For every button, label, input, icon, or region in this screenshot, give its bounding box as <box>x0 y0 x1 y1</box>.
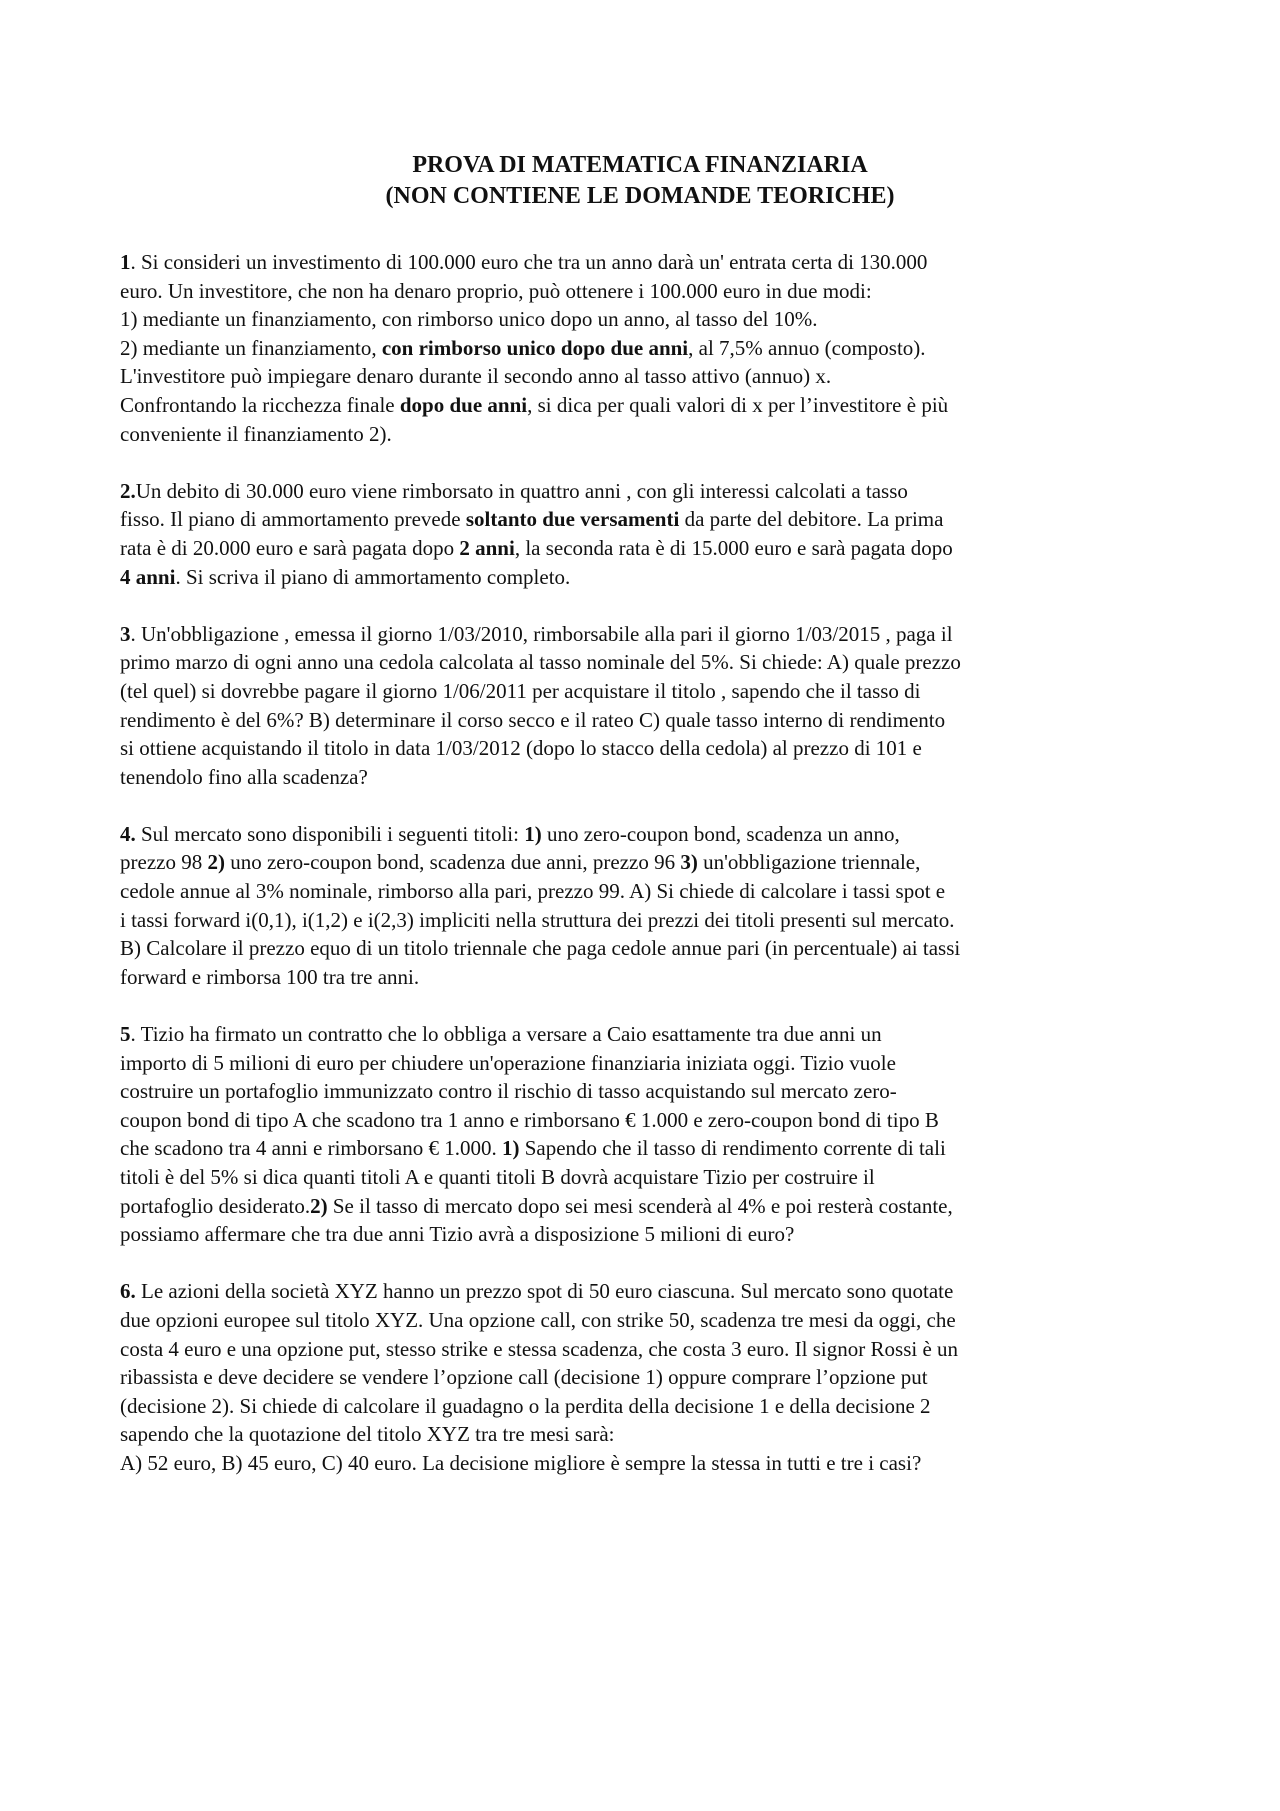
question-2-line: fisso. Il piano di ammortamento prevede soltanto due versamenti da parte del debitore. La prima <box>120 507 944 532</box>
emphasis: 1) <box>524 821 542 846</box>
emphasis: con rimborso unico dopo due anni <box>381 335 689 360</box>
question-3 <box>120 620 1178 792</box>
question-1-line: 1. Si consideri un investimento di 100.000 euro che tra un anno darà un' entrata certa di 130.000 <box>120 250 928 274</box>
question-number: 6. <box>120 1279 136 1304</box>
emphasis: dopo due anni <box>399 392 528 417</box>
question-6-line: ribassista e deve decidere se vendere l’opzione call (decisione 1) oppure comprare l’opzione put <box>120 1365 928 1390</box>
question-3-line: 3. Un'obbligazione , emessa il giorno 1/03/2010, rimborsabile alla pari il giorno 1/03/2015 , paga il <box>120 621 953 646</box>
question-4-line: prezzo 98 2) uno zero-coupon bond, scadenza due anni, prezzo 96 3) un'obbligazione triennale, <box>120 850 921 875</box>
question-1-line: 2) mediante un finanziamento, con rimborso unico dopo due anni, al 7,5% annuo (composto). <box>120 335 926 360</box>
emphasis: 1) <box>501 1136 520 1161</box>
question-6-line: sapendo che la quotazione del titolo XYZ tra tre mesi sarà: <box>120 1422 615 1447</box>
question-2-line: 2.Un debito di 30.000 euro viene rimborsato in quattro anni , con gli interessi calcolati a tasso <box>120 478 908 503</box>
question-4-line: forward e rimborsa 100 tra tre anni. <box>120 964 420 989</box>
question-1-line: Confrontando la ricchezza finale dopo due anni, si dica per quali valori di x per l’investitore è più <box>120 392 949 417</box>
page-title <box>0 150 1280 212</box>
question-3-line: rendimento è del 6%? B) determinare il corso secco e il rateo C) quale tasso interno di rendimento <box>120 707 946 732</box>
emphasis: soltanto due versamenti <box>465 507 680 532</box>
question-6 <box>120 1277 1178 1477</box>
question-2 <box>120 477 1178 591</box>
question-number: 1 <box>120 250 131 274</box>
emphasis: 2 anni <box>459 535 515 560</box>
question-3-line: (tel quel) si dovrebbe pagare il giorno 1/06/2011 per acquistare il titolo , sapendo che il tasso di <box>120 678 921 703</box>
question-5-line: portafoglio desiderato.2) Se il tasso di mercato dopo sei mesi scenderà al 4% e poi resterà costante, <box>120 1193 953 1218</box>
title-line-2: (NON CONTIENE LE DOMANDE TEORICHE) <box>385 183 895 209</box>
question-2-line: rata è di 20.000 euro e sarà pagata dopo 2 anni, la seconda rata è di 15.000 euro e sarà pagata dopo <box>120 535 953 560</box>
question-5-line: possiamo affermare che tra due anni Tizio avrà a disposizione 5 milioni di euro? <box>120 1222 795 1247</box>
emphasis: 3) <box>680 850 698 875</box>
question-6-line: 6. Le azioni della società XYZ hanno un prezzo spot di 50 euro ciascuna. Sul mercato sono quotate <box>120 1279 954 1304</box>
question-1-line: euro. Un investitore, che non ha denaro proprio, può ottenere i 100.000 euro in due modi: <box>120 278 872 303</box>
question-3-line: si ottiene acquistando il titolo in data 1/03/2012 (dopo lo stacco della cedola) al prezzo di 101 e <box>120 736 922 761</box>
question-5 <box>120 1020 1178 1249</box>
question-1-line: 1) mediante un finanziamento, con rimborso unico dopo un anno, al tasso del 10%. <box>120 307 818 332</box>
emphasis: 4 anni <box>120 564 176 589</box>
question-number: 2. <box>120 478 136 503</box>
emphasis: 2) <box>310 1193 328 1218</box>
question-4 <box>120 820 1178 992</box>
question-1-line: conveniente il finanziamento 2). <box>120 421 392 446</box>
question-1 <box>120 248 1178 448</box>
question-5-line: costruire un portafoglio immunizzato contro il rischio di tasso acquistando sul mercato zero- <box>120 1079 897 1104</box>
question-2-line: 4 anni. Si scriva il piano di ammortamento completo. <box>120 564 571 589</box>
exam-questions <box>120 248 1178 1506</box>
emphasis: 2) <box>207 850 225 875</box>
question-6-line: due opzioni europee sul titolo XYZ. Una opzione call, con strike 50, scadenza tre mesi da oggi, che <box>120 1307 956 1332</box>
question-5-line: 5. Tizio ha firmato un contratto che lo obbliga a versare a Caio esattamente tra due anni un <box>120 1022 882 1047</box>
question-5-line: che scadono tra 4 anni e rimborsano € 1.000. 1) Sapendo che il tasso di rendimento corrente di tali <box>120 1136 946 1161</box>
question-number: 5 <box>120 1022 131 1047</box>
title-line-1: PROVA DI MATEMATICA FINANZIARIA <box>412 152 868 178</box>
question-5-line: coupon bond di tipo A che scadono tra 1 anno e rimborsano € 1.000 e zero-coupon bond di tipo B <box>120 1107 939 1132</box>
question-4-line: B) Calcolare il prezzo equo di un titolo triennale che paga cedole annue pari (in percentuale) ai tassi <box>120 936 961 961</box>
question-6-line: costa 4 euro e una opzione put, stesso strike e stessa scadenza, che costa 3 euro. Il signor Rossi è un <box>120 1336 959 1361</box>
question-4-line: 4. Sul mercato sono disponibili i seguenti titoli: 1) uno zero-coupon bond, scadenza un anno, <box>120 821 900 846</box>
question-number: 3 <box>120 621 131 646</box>
question-6-line: A) 52 euro, B) 45 euro, C) 40 euro. La decisione migliore è sempre la stessa in tutti e tre i casi? <box>120 1450 922 1475</box>
question-5-line: titoli è del 5% si dica quanti titoli A e quanti titoli B dovrà acquistare Tizio per costruire il <box>120 1165 875 1189</box>
question-4-line: cedole annue al 3% nominale, rimborso alla pari, prezzo 99. A) Si chiede di calcolare i tassi spot e <box>120 879 946 904</box>
question-1-line: L'investitore può impiegare denaro durante il secondo anno al tasso attivo (annuo) x. <box>120 364 832 389</box>
question-6-line: (decisione 2). Si chiede di calcolare il guadagno o la perdita della decisione 1 e della decisione 2 <box>120 1393 931 1418</box>
question-5-line: importo di 5 milioni di euro per chiudere un'operazione finanziaria iniziata oggi. Tizio vuole <box>120 1050 896 1075</box>
question-3-line: tenendolo fino alla scadenza? <box>120 764 368 789</box>
question-3-line: primo marzo di ogni anno una cedola calcolata al tasso nominale del 5%. Si chiede: A) quale prezzo <box>120 650 961 675</box>
question-number: 4. <box>120 821 136 846</box>
question-4-line: i tassi forward i(0,1), i(1,2) e i(2,3) impliciti nella struttura dei prezzi dei titoli presenti sul mercato. <box>120 907 955 932</box>
